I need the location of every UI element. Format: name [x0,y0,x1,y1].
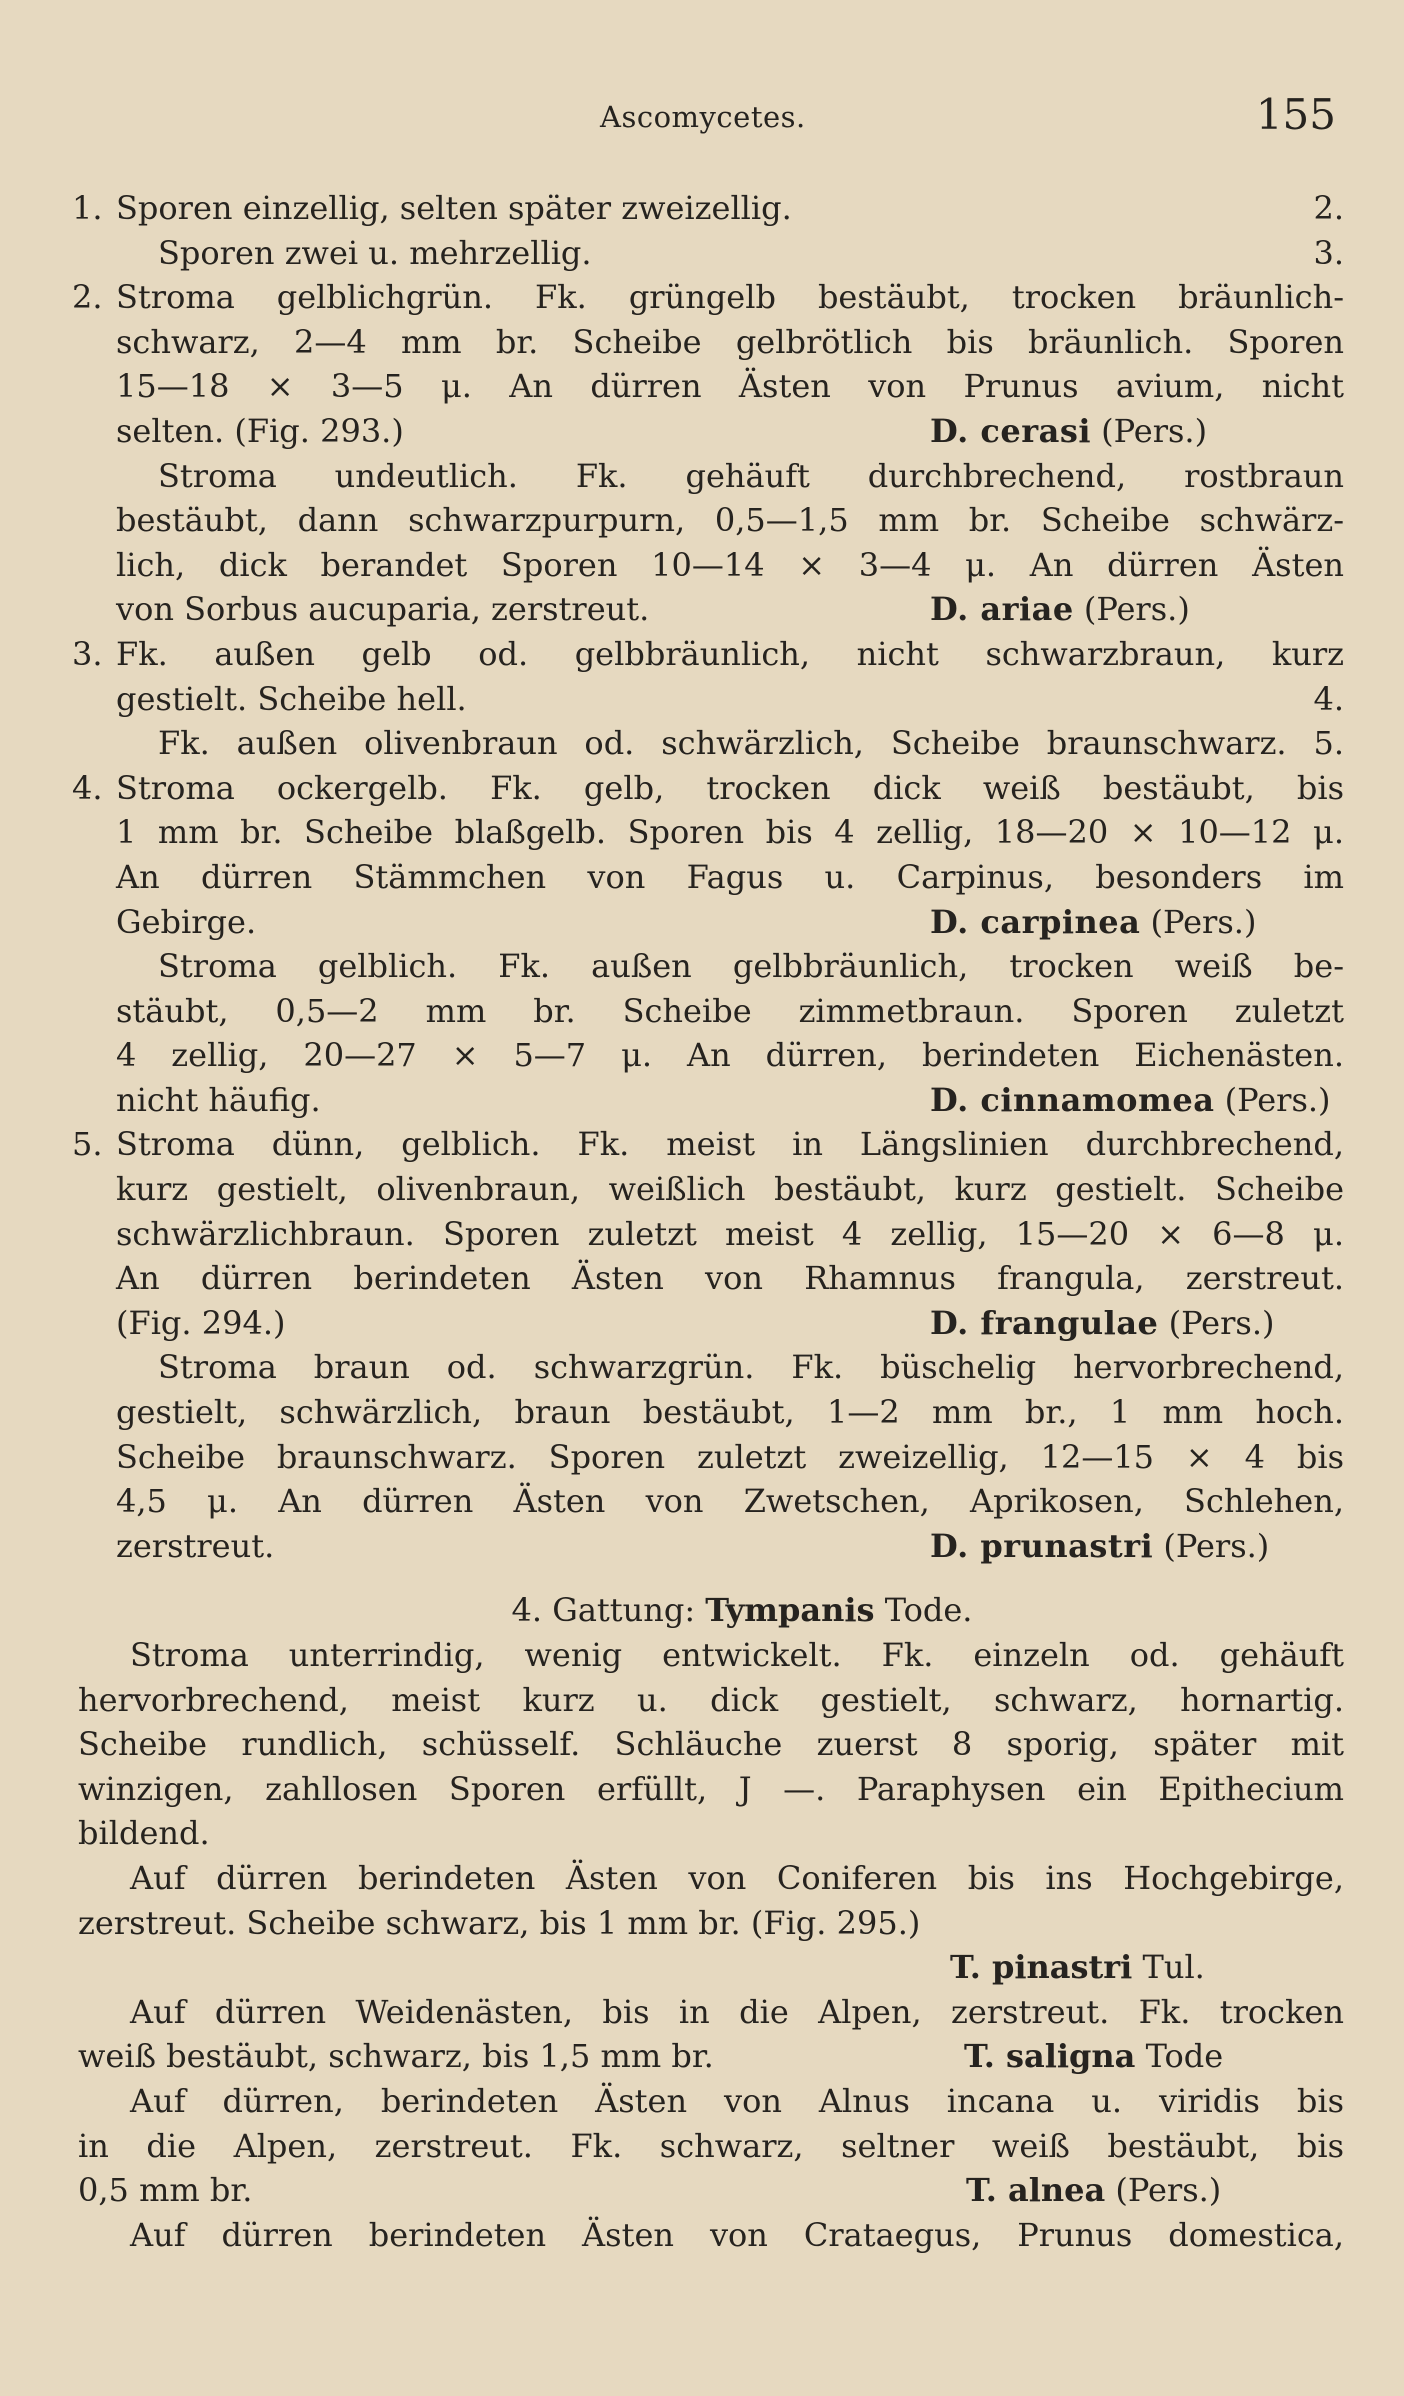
genus-description: Stroma unterrindig, wenig entwickelt. Fk. einzeln od. gehäuft [130,1636,1344,1674]
key-line [0,1212,1404,1257]
key-line [0,677,1404,722]
species-binomial: D. cerasi [930,411,1091,450]
species-author: (Pers.) [1224,1080,1331,1119]
species-name [930,409,1207,454]
species-name [964,2034,1223,2079]
key-line [0,186,1404,231]
key-text: schwarz, 2—4 mm br. Scheibe gelbrötlich bis bräunlich. Sporen [116,322,1344,361]
key-line [0,320,1404,365]
species-binomial: D. prunastri [930,1526,1154,1565]
species-binomial: T. alnea [966,2171,1106,2210]
key-reference: 4. [1313,679,1344,718]
genus-text-line [0,1767,1404,1812]
species-binomial: D. cinnamomea [930,1080,1215,1119]
key-line [0,587,1404,632]
genus-text-line [0,1945,1404,1990]
key-line [0,1435,1404,1480]
species-author: (Pers.) [1150,902,1257,941]
key-reference: 2. [1313,189,1344,227]
species-author: (Pers.) [1083,590,1190,629]
species-author: (Pers.) [1101,411,1208,450]
genus-text-line [0,1990,1404,2035]
key-line [0,900,1404,945]
key-line [0,1256,1404,1301]
key-text: Scheibe braunschwarz. Sporen zuletzt zweizellig, 12—15 × 4 bis [116,1437,1344,1476]
key-line [0,1122,1404,1167]
key-text: stäubt, 0,5—2 mm br. Scheibe zimmetbraun. Sporen zuletzt [116,991,1344,1030]
genus-description: bildend. [78,1814,210,1853]
key-line [0,364,1404,409]
genus-text-line [0,1633,1404,1678]
species-binomial: D. frangulae [930,1303,1159,1342]
key-text: Fk. außen olivenbraun od. schwärzlich, Scheibe braunschwarz. 5. [158,724,1344,763]
genus-text-line [0,2034,1404,2079]
genus-text-line [0,2168,1404,2213]
species-binomial: T. pinastri [950,1948,1133,1987]
key-line [0,632,1404,677]
key-text: nicht häufig. [116,1080,321,1119]
species-author: Tode [1145,2037,1224,2076]
key-line [0,944,1404,989]
running-title: Ascomycetes. [600,100,806,134]
key-text: gestielt. Scheibe hell. [116,679,467,718]
species-name [966,2168,1221,2213]
key-text: 1 mm br. Scheibe blaßgelb. Sporen bis 4 zellig, 18—20 × 10—12 μ. [116,813,1344,852]
key-text: Stroma gelblich. Fk. außen gelbbräunlich, trocken weiß be- [158,947,1344,986]
key-line [0,1033,1404,1078]
key-line [0,1301,1404,1346]
key-line [0,1078,1404,1123]
key-text: An dürren Stämmchen von Fagus u. Carpinus, besonders im [116,857,1344,896]
key-text: bestäubt, dann schwarzpurpurn, 0,5—1,5 mm br. Scheibe schwärz- [116,501,1344,540]
key-text: selten. (Fig. 293.) [116,411,404,450]
key-line [0,275,1404,320]
key-number: 3. [72,634,103,673]
key-text: An dürren berindeten Ästen von Rhamnus frangula, zerstreut. [116,1259,1344,1298]
species-description: in die Alpen, zerstreut. Fk. schwarz, seltner weiß bestäubt, bis [78,2126,1344,2165]
key-line [0,766,1404,811]
key-line [0,810,1404,855]
key-text: von Sorbus aucuparia, zerstreut. [116,590,650,629]
species-description: Auf dürren berindeten Ästen von Crataegus, Prunus domestica, [130,2215,1344,2254]
species-name [930,900,1256,945]
key-line [0,1390,1404,1435]
key-text: Fk. außen gelb od. gelbbräunlich, nicht schwarzbraun, kurz [116,634,1344,673]
key-number: 4. [72,768,103,807]
genus-description: winzigen, zahllosen Sporen erfüllt, J —. Paraphysen ein Epithecium [78,1769,1344,1808]
genus-text-line [0,2213,1404,2258]
key-line [0,1167,1404,1212]
key-number: 5. [72,1125,103,1164]
species-name [930,587,1190,632]
genus-text-line [0,1722,1404,1767]
species-name [930,1301,1274,1346]
species-author: (Pers.) [1115,2171,1222,2210]
key-text: Gebirge. [116,902,257,941]
key-line [0,1345,1404,1390]
species-description: Auf dürren berindeten Ästen von Coniferen bis ins Hochgebirge, [130,1858,1344,1897]
key-text: 4 zellig, 20—27 × 5—7 μ. An dürren, berindeten Eichenästen. [116,1036,1344,1075]
genus-heading-name: Tympanis [705,1591,875,1630]
genus-text-line [0,1811,1404,1856]
genus-text-line [0,1678,1404,1723]
species-name [930,1078,1331,1123]
key-line [0,1479,1404,1524]
genus-text-line [0,2124,1404,2169]
key-line [0,855,1404,900]
page-body [0,186,1404,2257]
key-number: 1. [72,189,103,227]
key-reference: 3. [1313,233,1344,272]
page-number: 155 [1255,90,1336,139]
genus-heading-prefix: 4. Gattung: [511,1591,696,1630]
species-author: (Pers.) [1168,1303,1275,1342]
key-line [0,721,1404,766]
species-binomial: D. carpinea [930,902,1141,941]
page-header [0,90,1404,146]
species-description: zerstreut. Scheibe schwarz, bis 1 mm br. (Fig. 295.) [78,1903,921,1942]
key-text: Stroma undeutlich. Fk. gehäuft durchbrechend, rostbraun [158,456,1344,495]
species-name [930,1524,1269,1569]
key-text: lich, dick berandet Sporen 10—14 × 3—4 μ. An dürren Ästen [116,545,1344,584]
species-author: (Pers.) [1163,1526,1270,1565]
key-text: kurz gestielt, olivenbraun, weißlich bestäubt, kurz gestielt. Scheibe [116,1170,1344,1209]
species-description: weiß bestäubt, schwarz, bis 1,5 mm br. [78,2037,714,2076]
key-line [0,1524,1404,1569]
key-line [0,454,1404,499]
key-text: Sporen einzellig, selten später zweizellig. [116,189,792,227]
genus-heading-author: Tode. [884,1591,973,1630]
species-binomial: D. ariae [930,590,1074,629]
species-author: Tul. [1142,1948,1205,1987]
key-text: Stroma gelblichgrün. Fk. grüngelb bestäubt, trocken bräunlich- [116,278,1344,317]
key-line [0,231,1404,276]
key-line [0,498,1404,543]
key-text: Stroma dünn, gelblich. Fk. meist in Längslinien durchbrechend, [116,1125,1344,1164]
key-text: Sporen zwei u. mehrzellig. [158,233,592,272]
key-text: zerstreut. [116,1526,275,1565]
key-text: gestielt, schwärzlich, braun bestäubt, 1—2 mm br., 1 mm hoch. [116,1393,1344,1432]
genus-description: hervorbrechend, meist kurz u. dick gestielt, schwarz, hornartig. [78,1680,1344,1719]
key-text: (Fig. 294.) [116,1303,286,1342]
genus-text-line [0,2079,1404,2124]
key-text: Stroma braun od. schwarzgrün. Fk. büschelig hervorbrechend, [158,1348,1344,1387]
key-number: 2. [72,278,103,317]
species-description: Auf dürren Weidenästen, bis in die Alpen, zerstreut. Fk. trocken [130,1992,1344,2031]
species-description: Auf dürren, berindeten Ästen von Alnus incana u. viridis bis [130,2081,1344,2120]
key-text: schwärzlichbraun. Sporen zuletzt meist 4 zellig, 15—20 × 6—8 μ. [116,1214,1344,1253]
species-name [950,1945,1205,1990]
genus-text-line [0,1901,1404,1946]
key-line [0,989,1404,1034]
key-text: 15—18 × 3—5 μ. An dürren Ästen von Prunus avium, nicht [116,367,1344,406]
genus-heading [0,1588,1404,1633]
key-line [0,409,1404,454]
genus-text-line [0,1856,1404,1901]
species-description: 0,5 mm br. [78,2171,253,2210]
key-text: 4,5 μ. An dürren Ästen von Zwetschen, Aprikosen, Schlehen, [116,1482,1344,1521]
species-binomial: T. saligna [964,2037,1136,2076]
genus-description: Scheibe rundlich, schüsself. Schläuche zuerst 8 sporig, später mit [78,1725,1344,1764]
key-line [0,543,1404,588]
key-text: Stroma ockergelb. Fk. gelb, trocken dick weiß bestäubt, bis [116,768,1344,807]
